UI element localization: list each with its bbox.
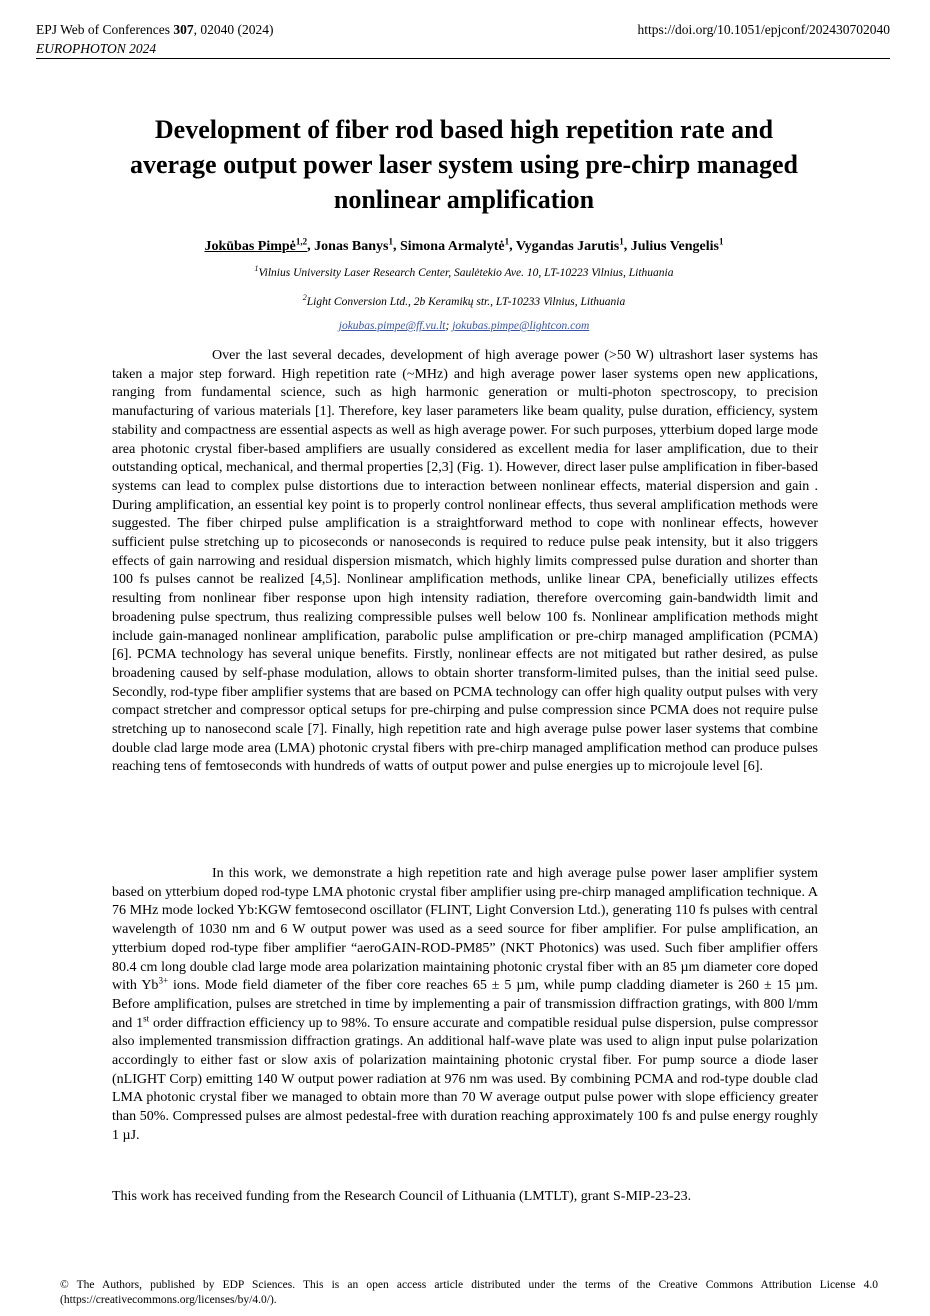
paragraph-2: In this work, we demonstrate a high repetition rate and high average pulse power laser amplifier system based on ytterbium doped rod-type LMA photonic crystal fiber amplifier using pre-chirp managed amplification technique. A 76 MHz mode locked Yb:KGW femtosecond oscillator (FLINT, Light Conversion Ltd.), generating 110 fs pulses with central wavelength of 1030 nm and 6 W output power was used as a seed source for fiber amplifier. For pulse amplification, an ytterbium doped rod-type fiber amplifier “aeroGAIN-ROD-PM85” (NKT Photonics) was used. Such fiber amplifier offers 80.4 cm long double clad large mode area polarization maintaining photonic crystal fiber with an 85 µm diameter core doped with $Yb^{3+}$ ions. Mode field diameter of the fiber core reaches 65 ± 5 µm, while pump cladding diameter is 260 ± 15 µm. Before amplification, pulses are stretched in time by implementing a pair of transmission diffraction gratings, with 800 l/mm and 1st order diffraction efficiency up to 98%. To ensure accurate and compatible residual pulse dispersion, pulse compressor also implemented transmission diffraction gratings. An additional half-wave plate was used to align input pulse polarization accordingly to either fast or slow axis of polarization maintaining photonic crystal fiber. For pump source a diode laser (nLIGHT Corp) emitting 140 W output power radiation at 976 nm was used. By combining PCMA and rod-type double clad LMA photonic crystal fiber we managed to obtain more than 70 W average output pulse power with slope efficiency greater than 50%. Compressed pulses are almost pedestal-free with duration reaching approximately 100 fs and pulse energy roughly 1 µJ. (112, 866, 819, 1143)
author: Vygandas Jarutis$^1$ (515, 236, 624, 254)
results-body (112, 865, 818, 1146)
header-divider (36, 58, 890, 59)
author-list: Jokūbas Pimpė$^{1,2}$, Jonas Banys$^1$, Simona Armalytė$^1$, Vygandas Jarutis$^1$, Julius Vengelis$^1$ (204, 236, 724, 254)
abstract-body (112, 347, 818, 777)
funding-acknowledgement: This work has received funding from the Research Council of Lithuania (LMTLT), grant S-MIP-23-23. (112, 1189, 692, 1204)
conference-name: EUROPHOTON 2024 (36, 41, 157, 56)
paragraph-1: Over the last several decades, development of high average power (>50 W) ultrashort laser systems has taken a major step forward. High repetition rate (~MHz) and high average power laser systems open new applications, ranging from fundamental science, such as high harmonic generation or multi-photon spectroscopy, to precision manufacturing of various materials [1]. Therefore, key laser parameters like beam quality, pulse duration, efficiency, system stability and compactness are essential aspects as well as high average power. For such purposes, ytterbium doped large mode area photonic crystal fiber-based amplifiers are usually considered as excellent media for laser amplification, due to their outstanding optical, mechanical, and thermal properties [2,3] (Fig. 1). However, direct laser pulse amplification in fiber-based systems can lead to complex pulse distortions due to interaction between nonlinear effects, material dispersion and gain . During amplification, an essential key point is to properly control nonlinear effects, thus several amplification methods were suggested. The fiber chirped pulse amplification is a straightforward method to cope with nonlinear effects, however sufficient pulse stretching up to picoseconds or nanoseconds is required to reduce pulse peak intensity, but it also triggers effects of gain narrowing and residual dispersion mismatch, which highly limits compressed pulse duration and shorter than 100 fs pulses cannot be realized [4,5]. Nonlinear amplification methods, unlike linear CPA, beneficially utilizes effects resulting from nonlinear fiber response upon high intensity radiation, therefore overcoming gain-bandwidth limit and broadening pulse spectrum, thus realizing compressible pulses well below 100 fs. Nonlinear amplification methods might include gain-managed nonlinear amplification, parabolic pulse amplification or pre-chirp managed amplification (PCMA) [6]. PCMA technology has several unique benefits. Firstly, nonlinear effects are not mitigated but rather desired, as pulse broadening caused by self-phase modulation, allows to obtain shorter transform-limited pulses, than the initial seed pulse. Secondly, rod-type fiber amplifier systems that are based on PCMA technology can offer high quality output pulses with very compact stretcher and compressor optical setups for pre-chirping and pulse compression since PCMA does not require pulse stretching up to nanosecond scale [7]. Finally, high repetition rate and high average pulse power laser systems that combine double clad large mode area (LMA) photonic crystal fibers with pre-chirp managed amplification method can produce pulses reaching tens of femtoseconds with hundreds of watts of output power and pulse energies up to microjoule level [6]. (112, 348, 818, 775)
author: Jonas Banys$^1$ (314, 236, 393, 254)
paper-title: Development of fiber rod based high repetition rate and average output power laser system using pre-chirp managed nonlinear amplification (129, 115, 799, 214)
journal-citation: EPJ Web of Conferences 307, 02040 (2024) (36, 22, 274, 37)
doi-link[interactable]: https://doi.org/10.1051/epjconf/202430702040 (637, 22, 890, 37)
author: Julius Vengelis$^1$ (630, 236, 724, 254)
author: Simona Armalytė$^1$ (399, 236, 510, 254)
corresponding-emails: jokubas.pimpe@ff.vu.lt; jokubas.pimpe@lightcon.com (338, 320, 590, 332)
affiliation-2: $^2$Light Conversion Ltd., 2b Keramikų str., LT-10233 Vilnius, Lithuania (302, 293, 626, 308)
volume-number: 307 (173, 22, 194, 37)
license-footer: © The Authors, published by EDP Sciences. This is an open access article distributed under the terms of the Creative Commons Attribution License 4.0 (https://creativecommons.org/licenses/by/4.0/). (60, 1279, 878, 1306)
affiliation-1: $^1$Vilnius University Laser Research Center, Saulėtekio Ave. 10, LT-10223 Vilnius, Lithuania (254, 264, 674, 279)
running-header-left (36, 20, 274, 58)
author: Jokūbas Pimpė$^{1,2}$ (204, 236, 308, 254)
email-link[interactable]: jokubas.pimpe@ff.vu.lt (338, 320, 446, 332)
email-link[interactable]: jokubas.pimpe@lightcon.com (452, 320, 590, 332)
